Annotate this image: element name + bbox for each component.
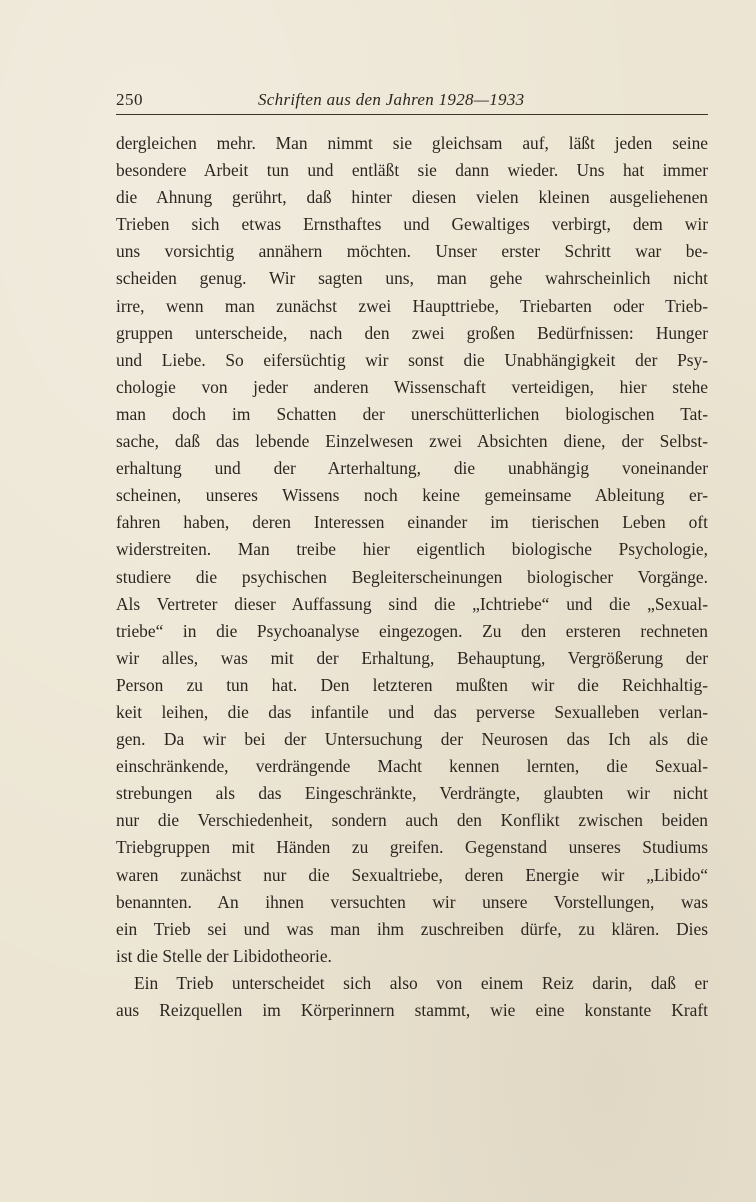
paragraph-1	[116, 130, 708, 970]
text-line: studiere die psychischen Begleiterscheinungen biologischer Vorgänge.	[116, 566, 708, 587]
text-line: ein Trieb sei und was man ihm zuschreiben dürfe, zu klären. Dies	[116, 918, 708, 939]
text-line: Ein Trieb unterscheidet sich also von einem Reiz darin, daß er	[134, 972, 708, 993]
text-line: waren zunächst nur die Sexualtriebe, deren Energie wir „Libido“	[116, 864, 708, 885]
text-line: fahren haben, deren Interessen einander im tierischen Leben oft	[116, 512, 708, 533]
text-line: scheinen, unseres Wissens noch keine gemeinsame Ableitung er-	[116, 485, 708, 506]
body-text	[116, 130, 708, 1024]
text-line: irre, wenn man zunächst zwei Haupttriebe, Triebarten oder Trieb-	[116, 295, 708, 316]
text-line: Als Vertreter dieser Auffassung sind die „Ichtriebe“ und die „Sexual-	[116, 593, 708, 614]
page-number: 250	[116, 90, 143, 109]
text-line: und Liebe. So eifersüchtig wir sonst die Unabhängigkeit der Psy-	[116, 349, 708, 370]
text-line: Person zu tun hat. Den letzteren mußten wir die Reichhaltig-	[116, 674, 708, 695]
text-line: einschränkende, verdrängende Macht kennen lernten, die Sexual-	[116, 756, 708, 777]
text-line: chologie von jeder anderen Wissenschaft verteidigen, hier stehe	[116, 376, 708, 397]
running-head	[116, 90, 708, 115]
text-line: aus Reizquellen im Körperinnern stammt, wie eine konstante Kraft	[116, 1000, 708, 1020]
text-line: ist die Stelle der Libidotheorie.	[116, 945, 332, 966]
text-line: sache, daß das lebende Einzelwesen zwei Absichten diene, der Selbst-	[116, 431, 708, 452]
text-line: erhaltung und der Arterhaltung, die unabhängig voneinander	[116, 458, 708, 479]
text-line: besondere Arbeit tun und entläßt sie dann wieder. Uns hat immer	[116, 160, 708, 181]
text-line: strebungen als das Eingeschränkte, Verdrängte, glaubten wir nicht	[116, 783, 708, 804]
text-line: benannten. An ihnen versuchten wir unsere Vorstellungen, was	[116, 891, 708, 912]
text-line: gen. Da wir bei der Untersuchung der Neurosen das Ich als die	[116, 729, 708, 750]
text-line: wir alles, was mit der Erhaltung, Behauptung, Vergrößerung der	[116, 647, 708, 668]
text-line: widerstreiten. Man treibe hier eigentlich biologische Psychologie,	[116, 539, 708, 560]
text-line: scheiden genug. Wir sagten uns, man gehe wahrscheinlich nicht	[116, 268, 708, 289]
text-line: uns vorsichtig annähern möchten. Unser erster Schritt war be-	[116, 241, 708, 262]
text-line: Triebgruppen mit Händen zu greifen. Gegenstand unseres Studiums	[116, 837, 708, 858]
text-line: keit leihen, die das infantile und das perverse Sexualleben verlan-	[116, 701, 708, 722]
text-line: nur die Verschiedenheit, sondern auch den Konflikt zwischen beiden	[116, 810, 708, 831]
running-title: Schriften aus den Jahren 1928—1933	[258, 90, 525, 109]
text-line: dergleichen mehr. Man nimmt sie gleichsam auf, läßt jeden seine	[116, 133, 708, 153]
text-line: Trieben sich etwas Ernsthaftes und Gewaltiges verbirgt, dem wir	[116, 214, 708, 235]
text-line: triebe“ in die Psychoanalyse eingezogen. Zu den ersteren rechneten	[116, 620, 708, 641]
text-line: die Ahnung gerührt, daß hinter diesen vielen kleinen ausgeliehenen	[116, 187, 708, 208]
text-line: gruppen unterscheide, nach den zwei großen Bedürfnissen: Hunger	[116, 322, 708, 343]
paragraph-2	[116, 970, 708, 1024]
text-line: man doch im Schatten der unerschütterlichen biologischen Tat-	[116, 403, 708, 424]
